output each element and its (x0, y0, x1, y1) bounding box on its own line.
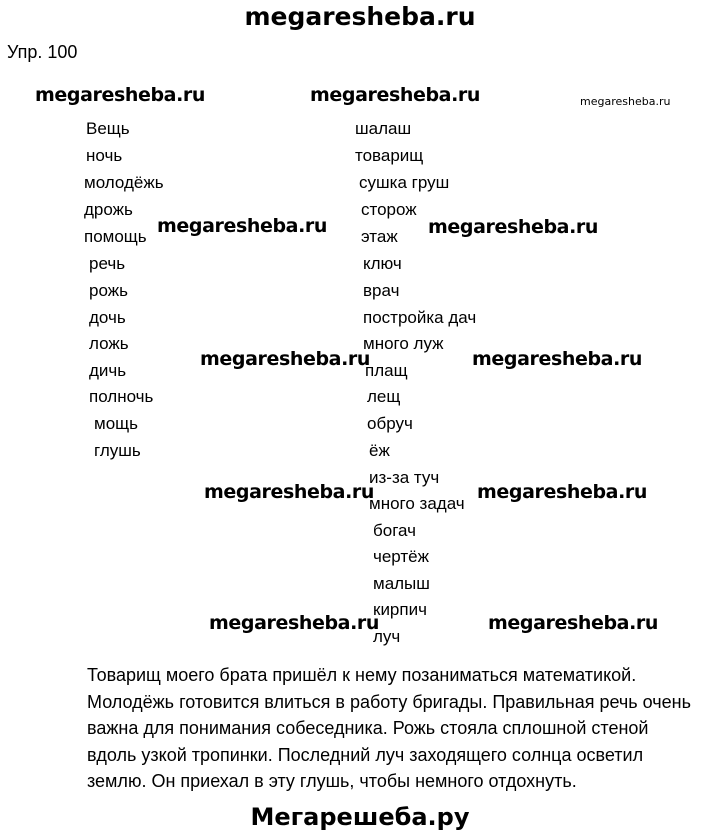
word-item: малыш (373, 574, 430, 593)
watermark: megaresheba.ru (200, 348, 371, 370)
watermark: megaresheba.ru (157, 215, 328, 237)
word-item: полночь (89, 387, 154, 406)
answer-paragraph (87, 662, 712, 795)
word-item: дичь (89, 361, 127, 380)
watermark: megaresheba.ru (580, 95, 671, 108)
word-item: много луж (363, 334, 444, 353)
paragraph-line: землю. Он приехал в эту глушь, чтобы немного отдохнуть. (87, 771, 577, 791)
watermark: megaresheba.ru (310, 84, 481, 106)
word-item: сушка груш (359, 173, 450, 192)
word-item: обруч (367, 414, 413, 433)
watermark: megaresheba.ru (209, 612, 380, 634)
word-item: из-за туч (369, 468, 440, 487)
word-item: этаж (361, 227, 398, 246)
word-item: кирпич (373, 600, 427, 619)
word-item: ночь (86, 146, 123, 165)
word-item: лещ (367, 387, 401, 406)
watermark: megaresheba.ru (428, 216, 599, 238)
word-item: шалаш (355, 119, 412, 138)
word-item: ключ (363, 254, 402, 273)
watermark: megaresheba.ru (488, 612, 659, 634)
paragraph-line: Молодёжь готовится влиться в работу бригады. Правильная речь очень (87, 691, 692, 712)
word-item: глушь (94, 441, 141, 460)
word-item: плащ (365, 361, 408, 380)
word-item: Вещь (86, 119, 130, 138)
word-item: рожь (89, 281, 128, 300)
word-item: много задач (369, 494, 465, 513)
word-item: ложь (89, 334, 129, 353)
footer-title: Мегарешеба.ру (250, 803, 470, 831)
site-title: megaresheba.ru (244, 2, 476, 31)
watermark: megaresheba.ru (35, 84, 206, 106)
word-item: дочь (89, 308, 126, 327)
word-item: товарищ (355, 146, 424, 165)
paragraph-line: Товарищ моего брата пришёл к нему позаниматься математикой. (87, 665, 637, 685)
word-item: помощь (84, 227, 147, 246)
word-item: чертёж (373, 547, 430, 566)
word-item: дрожь (84, 200, 133, 219)
word-item: врач (363, 281, 400, 300)
watermark: megaresheba.ru (477, 481, 648, 503)
word-item: постройка дач (363, 308, 477, 327)
exercise-label: Упр. 100 (7, 42, 78, 62)
word-item: мощь (94, 414, 138, 433)
word-item: луч (373, 627, 401, 646)
watermark: megaresheba.ru (204, 481, 375, 503)
word-item: молодёжь (84, 173, 164, 192)
watermark: megaresheba.ru (472, 348, 643, 370)
word-item: сторож (361, 200, 417, 219)
word-item: речь (89, 254, 126, 273)
word-item: богач (373, 521, 416, 540)
word-item: ёж (369, 441, 390, 460)
paragraph-line: важна для понимания собеседника. Рожь стояла сплошной стеной (87, 718, 649, 738)
paragraph-line: вдоль узкой тропинки. Последний луч заходящего солнца осветил (87, 744, 644, 765)
